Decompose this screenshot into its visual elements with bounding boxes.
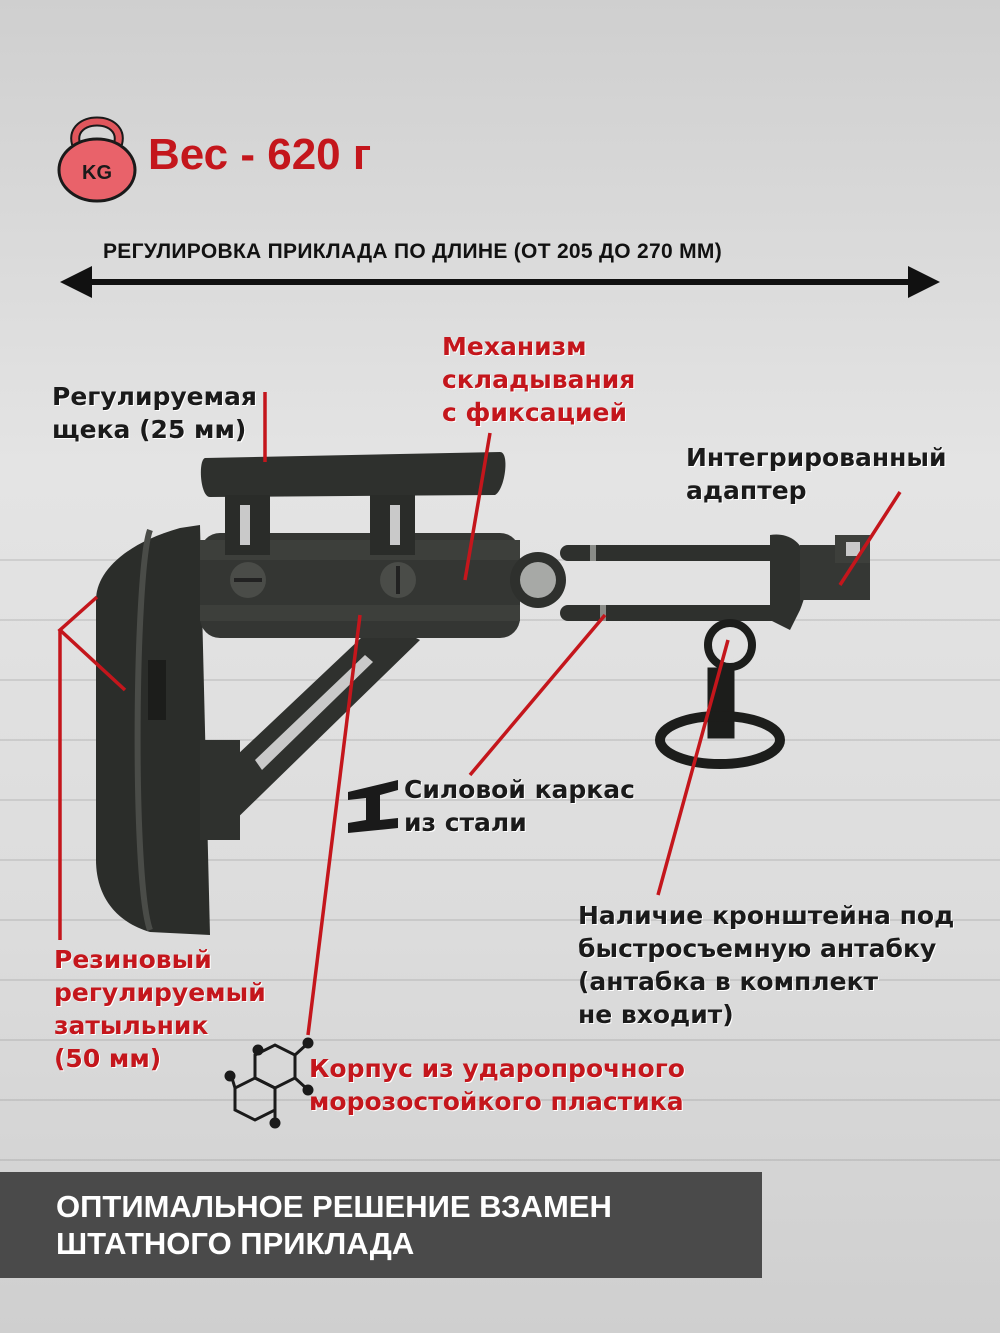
buttpad-shape	[96, 525, 210, 935]
weight-title: Вес - 620 г	[148, 130, 372, 179]
kettlebell-icon-label: KG	[82, 162, 112, 184]
adapter-label: Интегрированный адаптер	[686, 443, 947, 505]
body-material-label: Корпус из ударопрочного морозостойкого пластика	[309, 1054, 685, 1116]
length-double-arrow	[60, 266, 940, 298]
sling-swivel-shape	[660, 623, 780, 764]
sling-bracket-label: Наличие кронштейна под быстросъемную антабку (антабка в комплект не входит)	[578, 901, 955, 1029]
steel-beam-icon	[348, 780, 398, 833]
bottom-banner	[0, 1172, 762, 1278]
length-adjustment-title: РЕГУЛИРОВКА ПРИКЛАДА ПО ДЛИНЕ (ОТ 205 ДО 270 ММ)	[103, 240, 723, 263]
steel-frame-label: Силовой каркас из стали	[404, 775, 635, 837]
cheek-label: Регулируемая щека (25 мм)	[52, 382, 257, 444]
steel-frame-shape	[200, 620, 420, 840]
folding-mechanism-label: Механизм складывания с фиксацией	[442, 332, 636, 427]
banner-text: ОПТИМАЛЬНОЕ РЕШЕНИЕ ВЗАМЕН ШТАТНОГО ПРИКЛАДА	[56, 1189, 612, 1261]
buttpad-label: Резиновый регулируемый затыльник (50 мм)	[54, 945, 266, 1073]
